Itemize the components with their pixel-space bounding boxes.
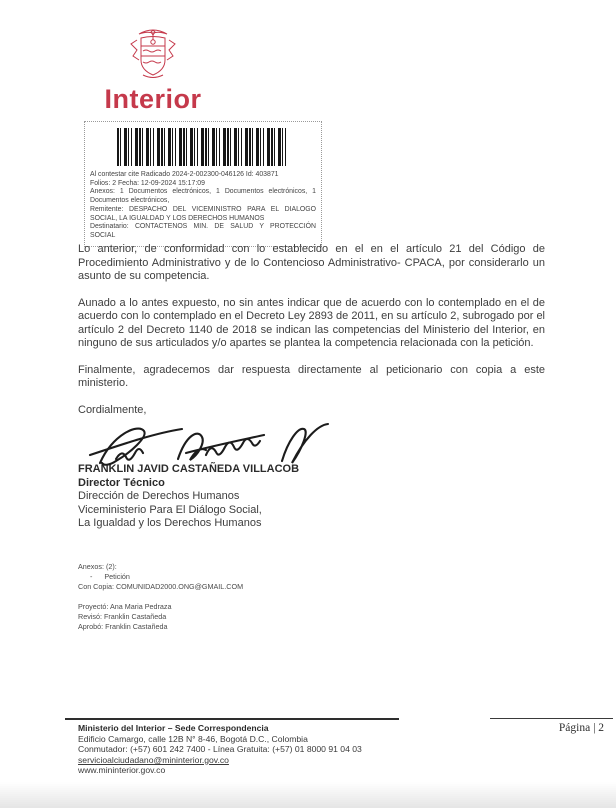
radicado-details xyxy=(90,171,316,241)
signer-org-line-3: La Igualdad y los Derechos Humanos xyxy=(78,517,262,529)
handwritten-signature-image xyxy=(86,419,336,475)
signer-org-line-2: Viceministerio Para El Diálogo Social, xyxy=(78,503,262,516)
body-paragraph-1: Lo anterior, de conformidad con lo establecido en el en el artículo 21 del Código de Procedimiento Administrativo y de lo Contencioso Administrativo- CPACA, por considerarlo un asunto de su competencia. xyxy=(78,243,545,282)
colombia-coat-of-arms-icon xyxy=(129,26,177,82)
radicado-stamp-box xyxy=(84,121,322,247)
signature-area xyxy=(78,419,545,475)
footer-address: Edificio Camargo, calle 12B N° 8-46, Bogotá D.C., Colombia xyxy=(78,733,308,744)
remitente-line: Remitente: DESPACHO DEL VICEMINISTRO PARA EL DIALOGO SOCIAL, LA IGUALDAD Y LOS DERECHOS HUMANOS xyxy=(90,205,316,222)
page-number: Página | 2 xyxy=(490,718,613,734)
footer-phones: Conmutador: (+57) 601 242 7400 - Línea Gratuita: (+57) 01 8000 91 04 03 xyxy=(78,744,362,755)
annex-spacer xyxy=(78,592,243,602)
aprobo-line: Aprobó: Franklin Castañeda xyxy=(78,622,168,631)
anexos-line: Anexos: 1 Documentos electrónicos, 1 Documentos electrónicos, 1 Documentos electrónicos, xyxy=(90,188,316,205)
signer-name: FRANKLIN JAVID CASTAÑEDA VILLACOB xyxy=(78,463,300,475)
barcode-icon xyxy=(117,128,289,166)
signer-title: Director Técnico xyxy=(78,476,165,489)
anexo-item: - Petición xyxy=(78,572,130,581)
body-paragraph-2: Aunado a lo antes expuesto, no sin antes indicar que de acuerdo con lo contemplado en el de acuerdo con lo contemplado en el Decreto Ley 2893 de 2011, en su artículo 2, subrogado por el artículo 2 del Decreto 1140 de 2018 se indican las competencias del Ministerio del Interior, en ninguno de sus articulados y/o apartes se plantea la competencia relacionada con la petición. xyxy=(78,296,546,349)
page-edge-shadow xyxy=(0,782,616,808)
annex-block xyxy=(78,562,243,632)
footer-email-link[interactable]: servicioalciudadano@mininterior.gov.co xyxy=(78,754,229,765)
reviso-line: Revisó: Franklin Castañeda xyxy=(78,612,167,621)
closing-salutation: Cordialmente, xyxy=(78,403,147,416)
destinatario-line: Destinatario: CONTACTENOS MIN. DE SALUD Y PROTECCIÓN SOCIAL xyxy=(90,223,316,239)
footer-website: www.mininterior.gov.co xyxy=(78,765,166,776)
folios-fecha-line: Folios: 2 Fecha: 12-09-2024 15:17:09 xyxy=(90,179,205,187)
brand-wordmark: Interior xyxy=(104,84,202,114)
ministry-logo xyxy=(88,26,218,127)
radicado-number-line: Al contestar cite Radicado 2024-2-002300-046126 Id: 403871 xyxy=(90,171,279,178)
con-copia-line: Con Copia: COMUNIDAD2000.ONG@GMAIL.COM xyxy=(78,582,244,591)
body-paragraph-3: Finalmente, agradecemos dar respuesta directamente al peticionario con copia a este ministerio. xyxy=(78,363,545,389)
footer-contact-block xyxy=(65,718,399,776)
signer-org-line-1: Dirección de Derechos Humanos xyxy=(78,490,240,502)
footer-org-name: Ministerio del Interior – Sede Correspondencia xyxy=(78,723,269,733)
proyecto-line: Proyectó: Ana Maria Pedraza xyxy=(78,602,172,611)
letter-body xyxy=(78,243,545,531)
anexos-label: Anexos: (2): xyxy=(78,562,117,571)
